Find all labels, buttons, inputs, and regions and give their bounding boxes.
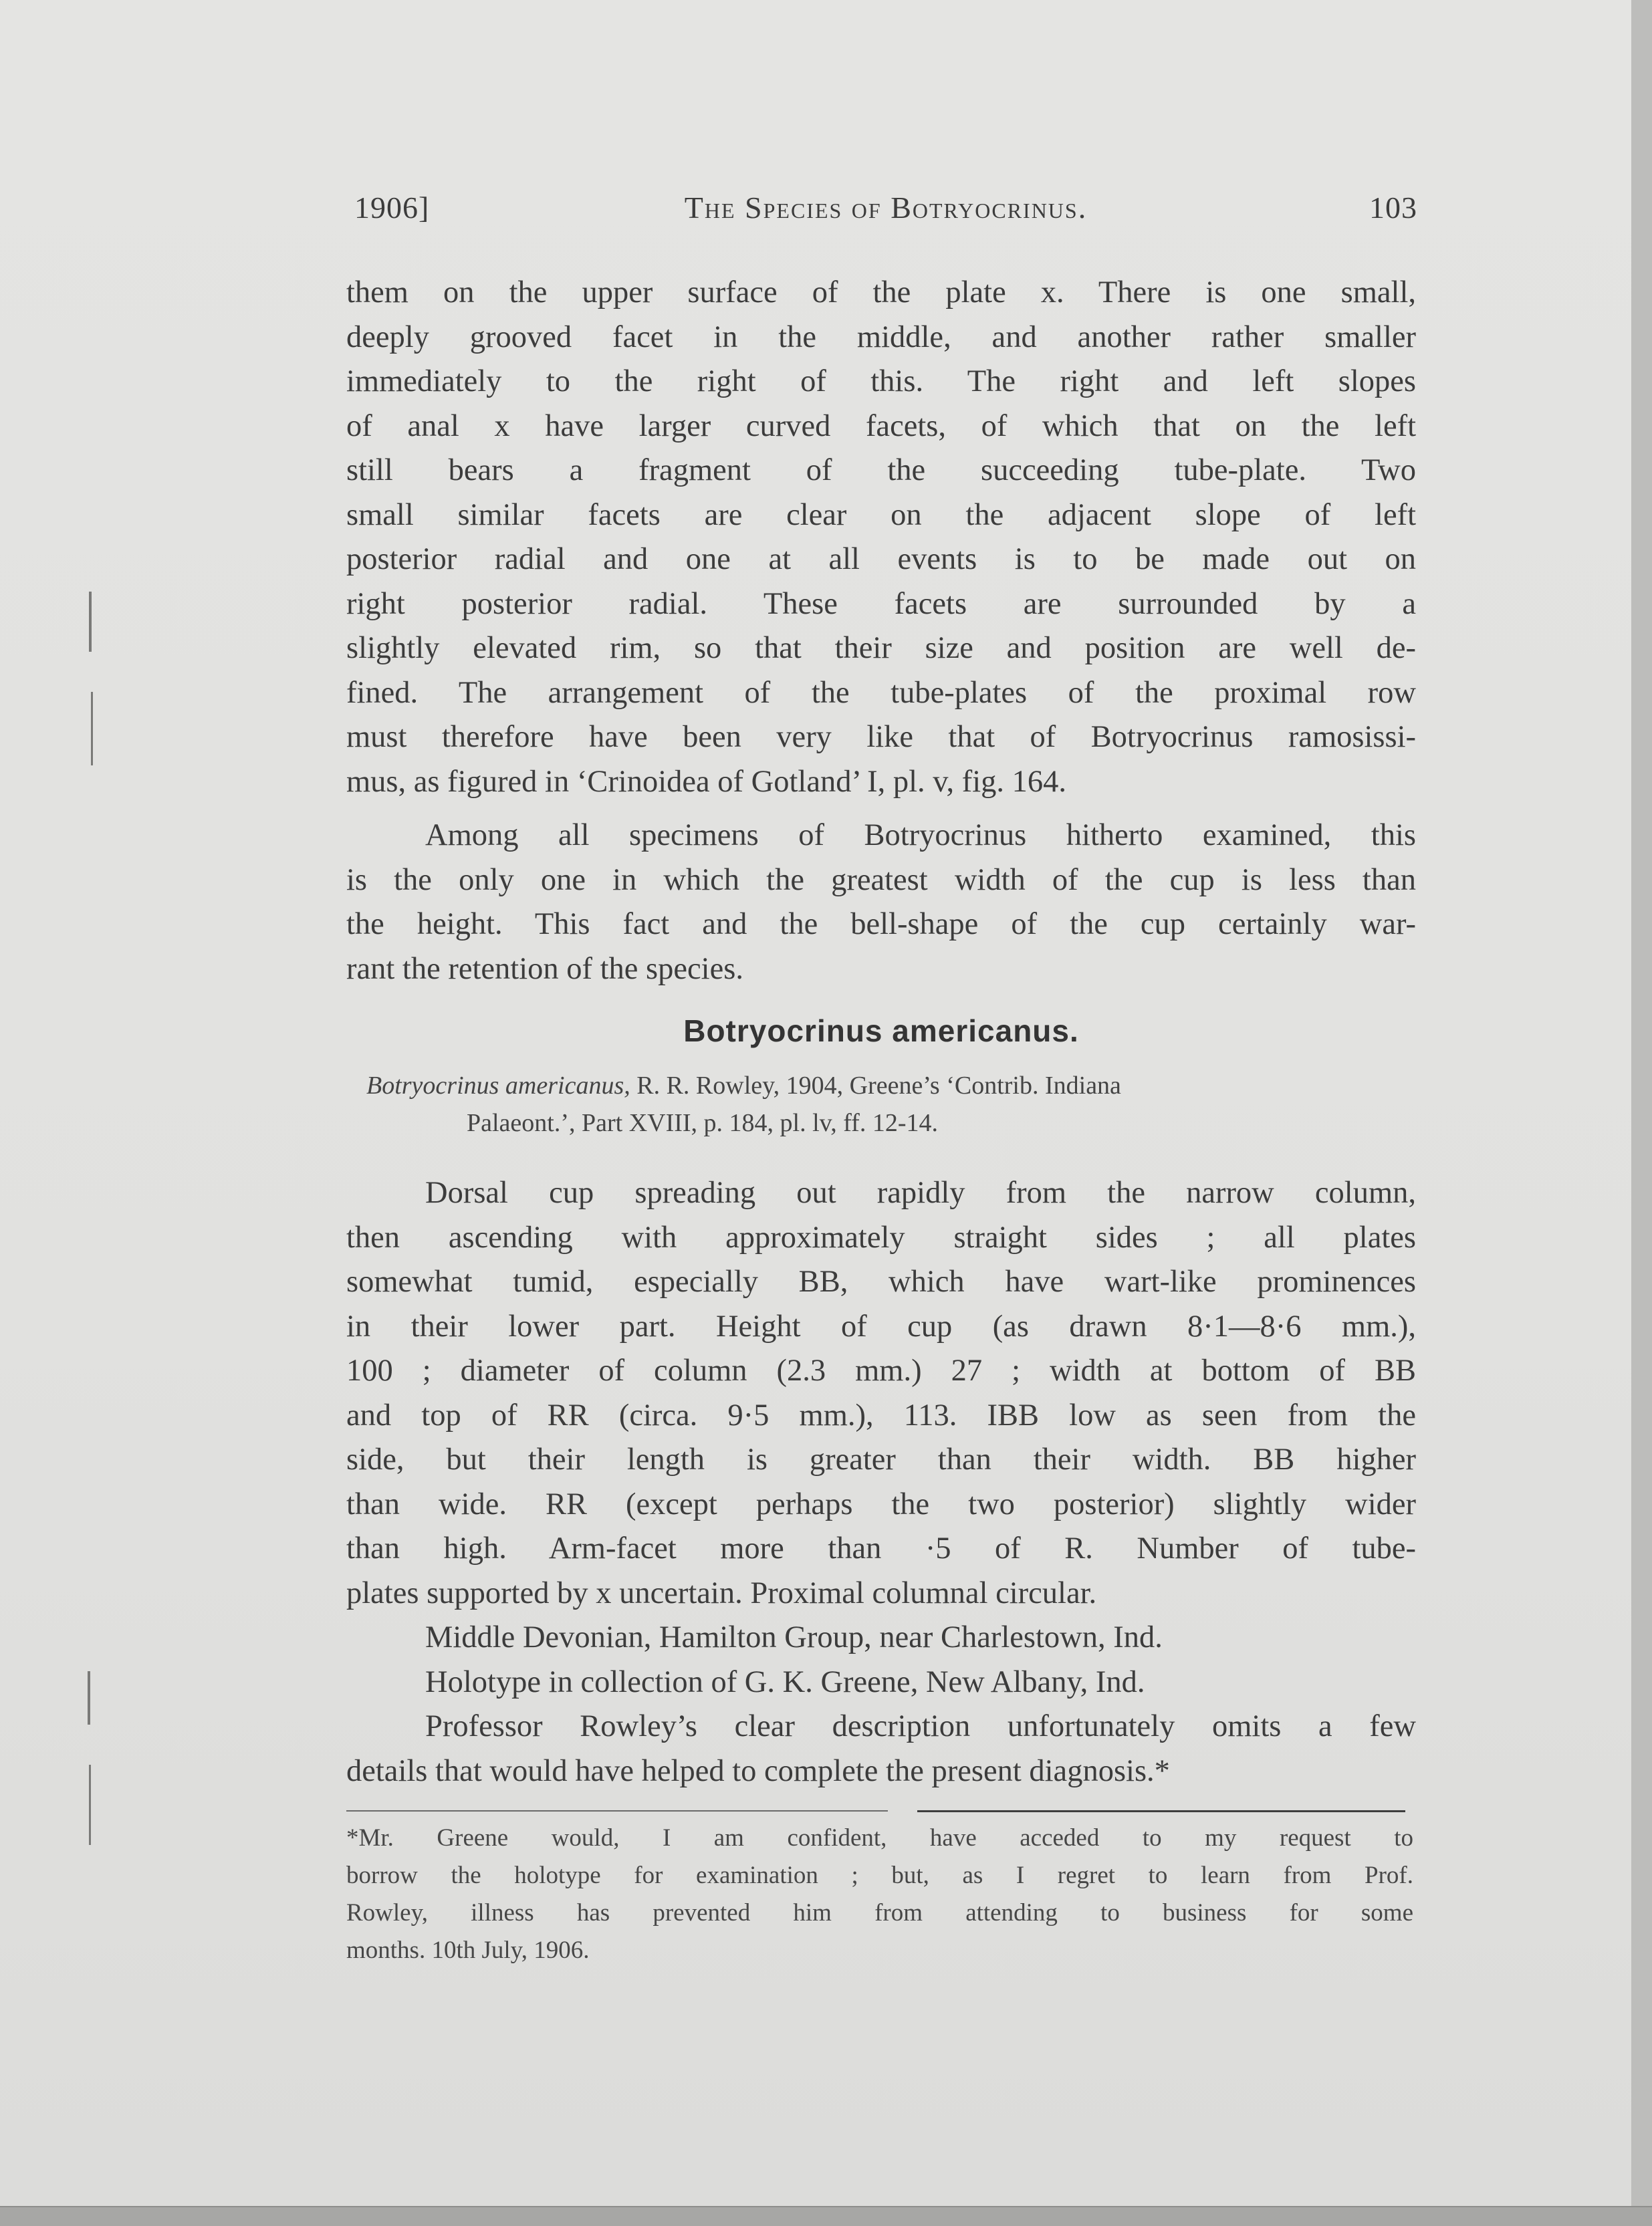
synonymy-citation: [366, 1067, 1376, 1142]
paragraph-anal-facets: [346, 271, 1416, 804]
text-line: still bears a fragment of the succeeding tube-plate. Two: [346, 453, 1416, 487]
text-line: of anal x have larger curved facets, of which that on the left: [346, 408, 1416, 443]
text-line: than wide. RR (except perhaps the two posterior) slightly wider: [346, 1487, 1416, 1521]
margin-scan-mark: [88, 1671, 90, 1725]
text-line: 100 ; diameter of column (2.3 mm.) 27 ; width at bottom of BB: [346, 1354, 1416, 1388]
text-line: the height. This fact and the bell-shape of the cup certainly war-: [346, 907, 1416, 941]
page-number: 103: [1369, 191, 1417, 225]
running-head: [354, 190, 1417, 230]
text-line: Dorsal cup spreading out rapidly from the narrow column,: [425, 1176, 1416, 1210]
text-line: Professor Rowley’s clear description unfortunately omits a few: [425, 1709, 1416, 1743]
text-line: small similar facets are clear on the adjacent slope of left: [346, 497, 1416, 532]
text-line: in their lower part. Height of cup (as drawn 8·1—8·6 mm.),: [346, 1309, 1416, 1344]
text-line: must therefore have been very like that of Botryocrinus ramosissi-: [346, 720, 1416, 754]
synonymy-reference: R. R. Rowley, 1904, Greene’s ‘Contrib. Indiana: [630, 1072, 1121, 1100]
text-line: than high. Arm-facet more than ·5 of R. Number of tube-: [346, 1531, 1416, 1566]
text-line: details that would have helped to complete the present diagnosis.*: [346, 1753, 1170, 1788]
footnote-line: borrow the holotype for examination ; but, as I regret to learn from Prof.: [346, 1862, 1413, 1889]
page-edge-bottom: [0, 2206, 1652, 2226]
text-line: is the only one in which the greatest width of the cup is less than: [346, 862, 1416, 897]
text-line: deeply grooved facet in the middle, and another rather smaller: [346, 320, 1416, 354]
text-line: them on the upper surface of the plate x. There is one small,: [346, 275, 1416, 310]
paragraph-diagnosis: [346, 1171, 1416, 1794]
page-edge-right: [1631, 0, 1652, 2225]
footnote-line: Rowley, illness has prevented him from attending to business for some: [346, 1899, 1413, 1927]
species-heading: Botryocrinus americanus.: [683, 1013, 1079, 1048]
text-line: Among all specimens of Botryocrinus hitherto examined, this: [425, 818, 1416, 852]
text-line: slightly elevated rim, so that their size and position are well de-: [346, 631, 1416, 665]
text-line: somewhat tumid, especially BB, which have wart-like prominences: [346, 1265, 1416, 1299]
text-line: immediately to the right of this. The right and left slopes: [346, 364, 1416, 398]
text-line: rant the retention of the species.: [346, 951, 743, 986]
text-line: right posterior radial. These facets are surrounded by a: [346, 586, 1416, 621]
footnote-rule: [346, 1810, 888, 1812]
holotype-line: Holotype in collection of G. K. Greene, New Albany, Ind.: [425, 1664, 1145, 1699]
running-head-title: The Species of Botryocrinus.: [684, 191, 1088, 225]
text-line: then ascending with approximately straight sides ; all plates: [346, 1220, 1416, 1255]
text-line: and top of RR (circa. 9·5 mm.), 113. IBB low as seen from the: [346, 1398, 1416, 1433]
synonymy-species-name: Botryocrinus americanus,: [366, 1072, 630, 1100]
footnote-line: months. 10th July, 1906.: [346, 1937, 590, 1964]
text-line: plates supported by x uncertain. Proximal columnal circular.: [346, 1576, 1097, 1610]
footnote-line: *Mr. Greene would, I am confident, have acceded to my request to: [346, 1824, 1413, 1852]
synonymy-reference-continued: Palaeont.’, Part XVIII, p. 184, pl. lv, ff. 12-14.: [467, 1109, 938, 1137]
paragraph-specimen-comparison: [346, 814, 1416, 991]
margin-scan-mark: [89, 1765, 91, 1845]
margin-scan-mark: [89, 592, 92, 652]
footnote-rule: [917, 1810, 1405, 1812]
text-line: posterior radial and one at all events is to be made out on: [346, 542, 1416, 576]
footnote: [346, 1820, 1413, 1969]
running-head-year: 1906]: [354, 191, 430, 225]
text-line: side, but their length is greater than their width. BB higher: [346, 1443, 1416, 1477]
locality-line: Middle Devonian, Hamilton Group, near Charlestown, Ind.: [425, 1620, 1163, 1654]
text-line: fined. The arrangement of the tube-plates of the proximal row: [346, 675, 1416, 710]
margin-scan-mark: [91, 692, 93, 765]
text-line: mus, as figured in ‘Crinoidea of Gotland’ I, pl. v, fig. 164.: [346, 764, 1067, 799]
